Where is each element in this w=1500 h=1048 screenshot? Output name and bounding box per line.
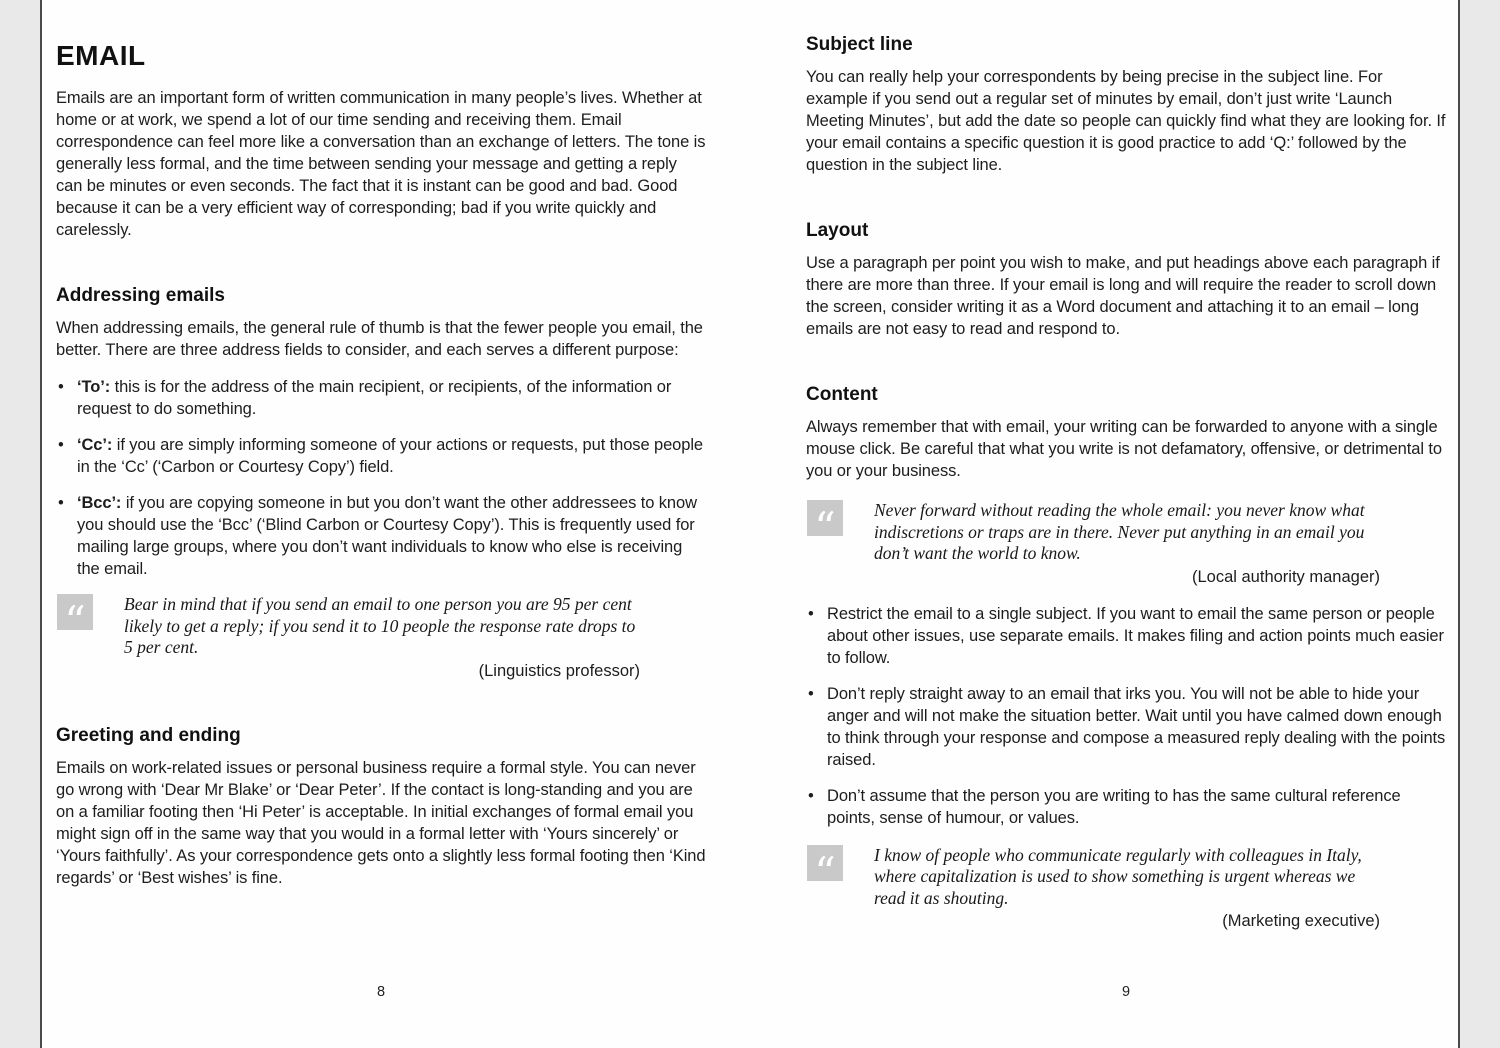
list-item-to-term: ‘To’:	[77, 378, 111, 396]
page-number-right: 9	[1121, 984, 1131, 1000]
quotation-marks-icon: “	[807, 500, 843, 536]
page-left	[56, 0, 706, 1048]
quote-block-local-authority	[807, 500, 1380, 587]
layout-paragraph: Use a paragraph per point you wish to make, and put headings above each paragraph if there are more than three. If your email is long and will require the reader to scroll down the screen, consider writing it as a Word document and attaching it to an email – long emails are not easy to read and respond to.	[806, 254, 1440, 338]
list-item-bcc	[56, 492, 706, 580]
list-item-to	[56, 376, 706, 420]
quote-attribution: (Marketing executive)	[1222, 912, 1380, 930]
list-item-to-body: this is for the address of the main recipient, or recipients, of the information or request to do something.	[77, 378, 672, 418]
list-item-cc-term: ‘Cc’:	[77, 436, 113, 454]
quote-body	[124, 594, 640, 681]
list-item-dont-reply-straight-away: • Don’t reply straight away to an email that irks you. You will not be able to hide your anger and will not make the situation better. Wait until you have calmed down enough to think through your response and compose a measured reply dealing with the points raised.	[806, 683, 1446, 771]
list-item-single-subject: • Restrict the email to a single subject. If you want to email the same person or people about other issues, use separate emails. It makes filing and action points much easier to follow.	[806, 603, 1446, 669]
chapter-title: EMAIL	[56, 40, 146, 71]
list-item-bcc-body: if you are copying someone in but you don’t want the other addressees to know you should use the ‘Bcc’ (‘Blind Carbon or Courtesy Copy’). This is frequently used for mailing large groups, where you don’t want individuals to know who else is receiving the email.	[77, 494, 697, 578]
page-number-left: 8	[376, 984, 386, 1000]
content-tips-list	[806, 603, 1446, 829]
section-heading-greeting: Greeting and ending	[56, 724, 241, 746]
quote-text: Bear in mind that if you send an email to one person you are 95 per cent likely to get a reply; if you send it to 10 people the response rate drops to 5 per cent.	[124, 594, 636, 657]
quote-block-linguistics	[57, 594, 640, 681]
addressing-paragraph: When addressing emails, the general rule of thumb is that the fewer people you email, the better. There are three address fields to consider, and each serves a different purpose:	[56, 319, 703, 359]
section-heading-content: Content	[806, 384, 878, 405]
intro-paragraph: Emails are an important form of written communication in many people’s lives. Whether at home or at work, we spend a lot of our time sending and receiving them. Email correspondence can feel more like a conversation than an exchange of letters. The tone is generally less formal, and the time between sending your message and getting a reply can be minutes or even seconds. The fact that it is instant can be good and bad. Good because it can be a very efficient way of corresponding; bad if you write quickly and carelessly.	[56, 89, 706, 239]
address-fields-list	[56, 376, 706, 580]
quote-attribution: (Linguistics professor)	[478, 661, 640, 680]
quotation-marks-icon: “	[807, 845, 843, 881]
greeting-paragraph: Emails on work-related issues or personal business require a formal style. You can never go wrong with ‘Dear Mr Blake’ or ‘Dear Peter’. If the contact is long-standing and you are on a familiar footing then ‘Hi Peter’ is acceptable. In initial exchanges of formal email you might sign off in the same way that you would in a formal letter with ‘Yours sincerely’ or ‘Yours faithfully’. As your correspondence gets onto a slightly less formal footing then ‘Kind regards’ or ‘Best wishes’ is fine.	[56, 758, 706, 887]
section-heading-subject-line: Subject line	[806, 34, 913, 55]
list-item-cc-body: if you are simply informing someone of your actions or requests, put those people in the ‘Cc’ (‘Carbon or Courtesy Copy’) field.	[77, 436, 703, 476]
list-item-cc	[56, 434, 706, 478]
quotation-marks-icon: “	[57, 594, 93, 630]
list-item-bcc-term: ‘Bcc’:	[77, 494, 122, 512]
quote-block-marketing	[807, 845, 1380, 932]
section-heading-layout: Layout	[806, 220, 869, 241]
content-paragraph: Always remember that with email, your writing can be forwarded to anyone with a single mouse click. Be careful that what you write is not defamatory, offensive, or detrimental to you or your business.	[806, 418, 1442, 480]
quote-text: Never forward without reading the whole email: you never know what indiscretions or traps are in there. Never put anything in an email you don’t want the world to know.	[874, 500, 1365, 563]
quote-body	[874, 845, 1380, 932]
quote-attribution: (Local authority manager)	[1191, 567, 1380, 586]
subject-line-paragraph: You can really help your correspondents by being precise in the subject line. For example if you send out a regular set of minutes by email, don’t just write ‘Launch Meeting Minutes’, but add the date so people can quickly find what they are looking for. If your email contains a specific question it is good practice to add ‘Q:’ followed by the question in the subject line.	[806, 68, 1446, 174]
open-book-pages	[40, 0, 1460, 1048]
quote-body	[874, 500, 1380, 587]
list-item-cultural-reference: • Don’t assume that the person you are writing to has the same cultural reference points, sense of humour, or values.	[806, 785, 1446, 829]
quote-text: I know of people who communicate regularly with colleagues in Italy, where capitalization is used to show something is urgent whereas we read it as shouting.	[874, 844, 1362, 908]
page-right	[806, 0, 1446, 1048]
section-heading-addressing: Addressing emails	[56, 285, 225, 306]
